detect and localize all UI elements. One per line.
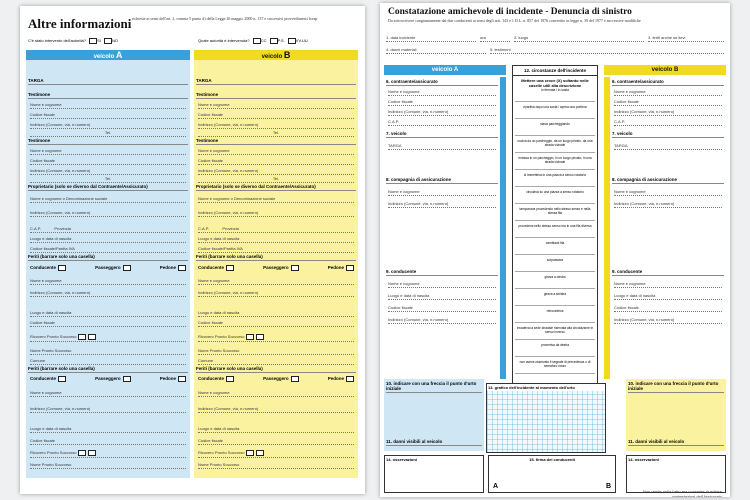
accident-sketch-grid[interactable] xyxy=(486,383,606,453)
indirizzo-field-5[interactable]: Indirizzo (Comune, via, n.numero) xyxy=(30,406,186,413)
checkbox-conducente-b2[interactable] xyxy=(226,376,234,382)
contraente-b-cap[interactable]: C.A.P. xyxy=(614,119,722,126)
targa-field[interactable]: TARGA xyxy=(28,78,188,85)
circumstance-row[interactable]: in fermata / in sosta xyxy=(515,88,595,102)
compagnia-a-nome[interactable]: Nome e cognome xyxy=(388,189,496,196)
luogo-field-2[interactable]: Luogo e data di nascita xyxy=(30,310,186,317)
conducente-a-nome[interactable]: Nome e cognome xyxy=(388,281,496,288)
comune-field-b[interactable]: Comune xyxy=(198,358,354,365)
vehicle-a-tag: veicolo A xyxy=(384,65,506,75)
circumstance-row[interactable]: girava a sinistra xyxy=(515,292,595,306)
danni-materiali-field[interactable]: 4. danni materiali xyxy=(386,47,486,54)
page-title-right: Constatazione amichevole di incidente - Denuncia di sinistro xyxy=(388,7,632,17)
page-title: Altre informazioni xyxy=(28,16,132,31)
feriti-field[interactable]: 3. feriti anche se lievi xyxy=(648,35,724,42)
checkbox-ricovero-no-b[interactable] xyxy=(256,334,264,340)
danni-a: 11. danni visibili al veicolo xyxy=(386,439,482,446)
question-authority: C'è stato intervento dell'autorità? SI NO xyxy=(28,38,119,44)
section-proprietario-b: Proprietario (solo se diverso dal Contraente/Assicurato) xyxy=(196,184,356,191)
circumstance-row[interactable]: circolava su una piazza a senso rotatorio xyxy=(515,190,595,204)
section-testimone-b2: Testimone xyxy=(196,138,356,145)
cf-field[interactable]: Codice fiscale xyxy=(30,112,186,119)
veicolo-b: 7. veicolo xyxy=(612,131,724,138)
cap-field[interactable]: C.A.P. Provincia xyxy=(30,226,186,233)
contraente-b-indirizzo[interactable]: Indirizzo (Comune, via, n.numero) xyxy=(614,109,722,116)
header-note: richieste ai sensi dell'art. 2, comma 5 punto d) della Legge 26 maggio 2000 n. 137 e successivi provvedimenti Isvap xyxy=(132,16,318,21)
nome-field-4[interactable]: Nome e cognome xyxy=(30,278,186,285)
circumstance-row[interactable]: sorpassava xyxy=(515,258,595,272)
vehicle-b-header: veicolo B xyxy=(194,50,358,60)
conducente-b: 9. conducente xyxy=(612,269,724,276)
cf-field-b5[interactable]: Codice fiscale xyxy=(198,438,354,445)
nome-ps-field-b[interactable]: Nome Pronto Soccorso xyxy=(198,348,354,355)
feriti-options: Conducente Passeggero Pedone xyxy=(30,265,186,271)
luogo-field-b2[interactable]: Luogo e data di nascita xyxy=(198,310,354,317)
contraente-b-nome[interactable]: Nome e cognome xyxy=(614,89,722,96)
grafico-label: 13. grafico dell'incidente al momento dell'urto xyxy=(487,384,605,391)
feriti-options-b2: Conducente Passeggero Pedone xyxy=(198,376,354,382)
tel-field-b[interactable]: Tel. xyxy=(198,130,354,137)
checkbox-conducente-2[interactable] xyxy=(58,376,66,382)
indirizzo-field-b5[interactable]: Indirizzo (Comune, via, n.numero) xyxy=(198,406,354,413)
section-feriti: Feriti (barrare solo una casella) xyxy=(28,254,188,261)
urto-b: 10. indicare con una freccia il punto d'urto iniziale xyxy=(628,381,724,393)
firma-a-label: A xyxy=(493,483,499,490)
circumstance-row[interactable]: proveniva da destra xyxy=(515,343,595,357)
ricovero-field-2: Ricovero Pronto Soccorso xyxy=(30,450,186,458)
nome-ps-field-2[interactable]: Nome Pronto Soccorso xyxy=(30,462,186,469)
luogo-field-3[interactable]: Luogo e data di nascita xyxy=(30,426,186,433)
conducente-a: 9. conducente xyxy=(386,269,498,276)
checkbox-ricovero-no-2[interactable] xyxy=(88,450,96,456)
indirizzo-field-b[interactable]: Indirizzo (Comune, via, n.numero) xyxy=(198,122,354,129)
conducente-b-nome[interactable]: Nome e cognome xyxy=(614,281,722,288)
contraente-a-cap[interactable]: C.A.P. xyxy=(388,119,496,126)
cf-field-5[interactable]: Codice fiscale xyxy=(30,438,186,445)
conducente-b-cf[interactable]: Codice fiscale xyxy=(614,305,722,312)
luogo-field-b[interactable]: Luogo e data di nascita xyxy=(198,236,354,243)
firma-b-label: B xyxy=(605,483,611,490)
nome-field-5[interactable]: Nome e cognome xyxy=(30,390,186,397)
checkbox-cc[interactable] xyxy=(253,38,261,44)
checkbox-pedone-b[interactable] xyxy=(346,265,354,271)
ora-field[interactable]: ora xyxy=(480,35,510,42)
contraente-b-cf[interactable]: Codice fiscale xyxy=(614,99,722,106)
indirizzo-field[interactable]: Indirizzo (Comune, via, n.numero) xyxy=(30,122,186,129)
checkbox-si[interactable] xyxy=(89,38,97,44)
nome-field-b2[interactable]: Nome e cognome xyxy=(198,148,354,155)
compagnia-b-indirizzo[interactable]: Indirizzo (Comune, via, n.numero) xyxy=(614,201,722,208)
circumstance-row[interactable]: cambiava fila xyxy=(515,241,595,255)
checkbox-ricovero-si-b[interactable] xyxy=(246,334,254,340)
section-feriti-2: Feriti (barrare solo una casella) xyxy=(28,366,188,373)
left-form-page xyxy=(20,6,365,494)
indirizzo-field-4[interactable]: Indirizzo (Comune, via, n.numero) xyxy=(30,290,186,297)
checkbox-passeggero[interactable] xyxy=(123,265,131,271)
compagnia-b-nome[interactable]: Nome e cognome xyxy=(614,189,722,196)
vehicle-b-tag: veicolo B xyxy=(604,65,726,75)
indirizzo-field-b3[interactable]: Indirizzo (Comune, via, n.numero) xyxy=(198,210,354,217)
osservazioni-b[interactable]: 14. osservazioni xyxy=(626,455,726,493)
comune-field[interactable]: Comune xyxy=(30,358,186,365)
danni-b: 11. danni visibili al veicolo xyxy=(628,439,724,446)
indirizzo-field-b4[interactable]: Indirizzo (Comune, via, n.numero) xyxy=(198,290,354,297)
circumstance-row[interactable]: entrava in un parcheggio, in un luogo privato, in una strada vicinale xyxy=(515,156,595,170)
checkbox-no[interactable] xyxy=(104,38,112,44)
circumstance-row[interactable]: si immetteva in una piazza a senso rotatorio xyxy=(515,173,595,187)
circumstance-row[interactable]: procedeva nello stesso senso ma in una fila diversa xyxy=(515,224,595,238)
section-testimone-2: Testimone xyxy=(28,138,188,145)
contraente-a-cf[interactable]: Codice fiscale xyxy=(388,99,496,106)
circumstance-row[interactable]: stava parcheggiando xyxy=(515,122,595,136)
feriti-options-b: Conducente Passeggero Pedone xyxy=(198,265,354,271)
luogo-field[interactable]: Luogo e data di nascita xyxy=(30,236,186,243)
section-testimone: Testimone xyxy=(28,92,188,99)
data-incidente-field[interactable]: 1. data incidente xyxy=(386,35,476,42)
circumstances-panel xyxy=(512,65,598,385)
right-form-page xyxy=(380,3,730,497)
ragione-field-b[interactable]: Nome e cognome o Denominazione sociale xyxy=(198,196,354,203)
checkbox-ricovero-si[interactable] xyxy=(78,334,86,340)
nome-field-b4[interactable]: Nome e cognome xyxy=(198,278,354,285)
ricovero-field-b2: Ricovero Pronto Soccorso xyxy=(198,450,354,458)
circumstance-row[interactable]: invadeva la sede stradale riservata alla circolazione in senso inverso xyxy=(515,326,595,340)
indirizzo-field-3[interactable]: Indirizzo (Comune, via, n.numero) xyxy=(30,210,186,217)
feriti-options-2: Conducente Passeggero Pedone xyxy=(30,376,186,382)
conducente-a-indirizzo[interactable]: Indirizzo (Comune, via, n.numero) xyxy=(388,317,496,324)
ragione-field[interactable]: Nome e cognome o Denominazione sociale xyxy=(30,196,186,203)
circumstance-row[interactable]: ripartiva dopo una sosta / apriva una portiera xyxy=(515,105,595,119)
question-which-authority: Quale autorità è intervenuta? CC P.S. VV.UU. xyxy=(198,38,309,44)
checkbox-ps[interactable] xyxy=(270,38,278,44)
contraente-a-indirizzo[interactable]: Indirizzo (Comune, via, n.numero) xyxy=(388,109,496,116)
footer-note: Non rende nulla l'atto ma consente di evitare contestazioni dell'Assicurato xyxy=(642,489,722,497)
nome-field-b5[interactable]: Nome e cognome xyxy=(198,390,354,397)
checkbox-pedone-b2[interactable] xyxy=(346,376,354,382)
section-feriti-b2: Feriti (barrare solo una casella) xyxy=(196,366,356,373)
conducente-a-luogo[interactable]: Luogo e data di nascita xyxy=(388,293,496,300)
ricovero-field: Ricovero Pronto Soccorso xyxy=(30,334,186,342)
osservazioni-a[interactable]: 14. osservazioni xyxy=(384,455,484,493)
conducente-a-cf[interactable]: Codice fiscale xyxy=(388,305,496,312)
checkbox-conducente-b[interactable] xyxy=(226,265,234,271)
vehicle-a-header: veicolo A xyxy=(26,50,190,60)
circumstance-row[interactable]: retrocedeva xyxy=(515,309,595,323)
right-subtitle: Da sottoscrivere congiuntamente dai due conducenti ai sensi degli artt. 143 e 1 D.L. n. 857 del 1976 convertito in legge n. 39 del 1977 e successive modifiche xyxy=(388,18,641,23)
checkbox-ricovero-no-b2[interactable] xyxy=(256,450,264,456)
checkbox-passeggero-2[interactable] xyxy=(123,376,131,382)
compagnia-b: 8. compagnia di assicurazione xyxy=(612,177,724,184)
conducente-b-indirizzo[interactable]: Indirizzo (Comune, via, n.numero) xyxy=(614,317,722,324)
piva-field[interactable]: Codice fiscale/Partita IVA xyxy=(30,246,186,253)
conducente-b-luogo[interactable]: Luogo e data di nascita xyxy=(614,293,722,300)
luogo-incidente-field[interactable]: 2. luogo xyxy=(514,35,644,42)
luogo-field-b3[interactable]: Luogo e data di nascita xyxy=(198,426,354,433)
veicolo-a-targa[interactable]: TARGA xyxy=(388,143,496,150)
circumstances-note: Mettere una croce (X) soltanto nelle caselle utili alla descrizione xyxy=(521,78,589,88)
nome-field[interactable]: Nome e cognome xyxy=(30,102,186,109)
contraente-b: 6. contraente/assicurato xyxy=(612,79,724,86)
vehicle-a-panel xyxy=(384,77,506,379)
firme-box[interactable]: 15. firma dei conducenti A B xyxy=(488,455,616,493)
section-feriti-b: Feriti (barrare solo una casella) xyxy=(196,254,356,261)
vehicle-a-column xyxy=(26,50,190,478)
piva-field-b[interactable]: Codice fiscale/Partita IVA xyxy=(198,246,354,253)
checkbox-conducente[interactable] xyxy=(58,265,66,271)
veicolo-a: 7. veicolo xyxy=(386,131,498,138)
urto-panel-b xyxy=(626,379,726,451)
checkbox-pedone[interactable] xyxy=(178,265,186,271)
indirizzo-field-b2[interactable]: Indirizzo (Comune, via, n.numero) xyxy=(198,168,354,175)
checkbox-ricovero-si-2[interactable] xyxy=(78,450,86,456)
nome-field-b[interactable]: Nome e cognome xyxy=(198,102,354,109)
checkbox-passeggero-b2[interactable] xyxy=(291,376,299,382)
testimoni-field[interactable]: 5. testimoni xyxy=(490,47,724,54)
circumstance-row[interactable]: non aveva osservato il segnale di precedenza o di semaforo rosso xyxy=(515,360,595,374)
cap-field-b[interactable]: C.A.P. Provincia xyxy=(198,226,354,233)
cf-field-b[interactable]: Codice fiscale xyxy=(198,112,354,119)
indirizzo-field-2[interactable]: Indirizzo (Comune, via, n.numero) xyxy=(30,168,186,175)
vehicle-b-panel xyxy=(604,77,726,379)
urto-a: 10. indicare con una freccia il punto d'urto iniziale xyxy=(386,381,482,393)
cf-field-b2[interactable]: Codice fiscale xyxy=(198,158,354,165)
nome-ps-field[interactable]: Nome Pronto Soccorso xyxy=(30,348,186,355)
checkbox-ricovero-si-b2[interactable] xyxy=(246,450,254,456)
circumstances-header: 12. circostanze dell'incidente xyxy=(513,66,597,76)
checkbox-passeggero-b[interactable] xyxy=(291,265,299,271)
circumstance-row[interactable]: usciva da un parcheggio, da un luogo privato, da una strada vicinale xyxy=(515,139,595,153)
tel-field-b2[interactable]: Tel. xyxy=(198,176,354,183)
nome-ps-field-b2[interactable]: Nome Pronto Soccorso xyxy=(198,462,354,469)
circumstance-row[interactable]: girava a destra xyxy=(515,275,595,289)
contraente-a: 6. contraente/assicurato xyxy=(386,79,498,86)
cf-field-2[interactable]: Codice fiscale xyxy=(30,158,186,165)
compagnia-a-indirizzo[interactable]: Indirizzo (Comune, via, n.numero) xyxy=(388,201,496,208)
checkbox-vvuu[interactable] xyxy=(288,38,296,44)
circumstance-row[interactable]: tamponava procedendo nello stesso senso e nella stessa fila xyxy=(515,207,595,221)
checkbox-pedone-2[interactable] xyxy=(178,376,186,382)
section-testimone-b: Testimone xyxy=(196,92,356,99)
urto-panel-a xyxy=(384,379,484,451)
checkbox-ricovero-no[interactable] xyxy=(88,334,96,340)
section-proprietario: Proprietario (solo se diverso dal Contraente/Assicurato) xyxy=(28,184,188,191)
compagnia-a: 8. compagnia di assicurazione xyxy=(386,177,498,184)
cf-field-b4[interactable]: Codice fiscale xyxy=(198,320,354,327)
nome-field-2[interactable]: Nome e cognome xyxy=(30,148,186,155)
tel-field[interactable]: Tel. xyxy=(30,130,186,137)
tel-field-2[interactable]: Tel. xyxy=(30,176,186,183)
vehicle-b-column xyxy=(194,50,358,478)
ricovero-field-b: Ricovero Pronto Soccorso xyxy=(198,334,354,342)
cf-field-4[interactable]: Codice fiscale xyxy=(30,320,186,327)
contraente-a-nome[interactable]: Nome e cognome xyxy=(388,89,496,96)
targa-field-b[interactable]: TARGA xyxy=(196,78,356,85)
veicolo-b-targa[interactable]: TARGA xyxy=(614,143,722,150)
